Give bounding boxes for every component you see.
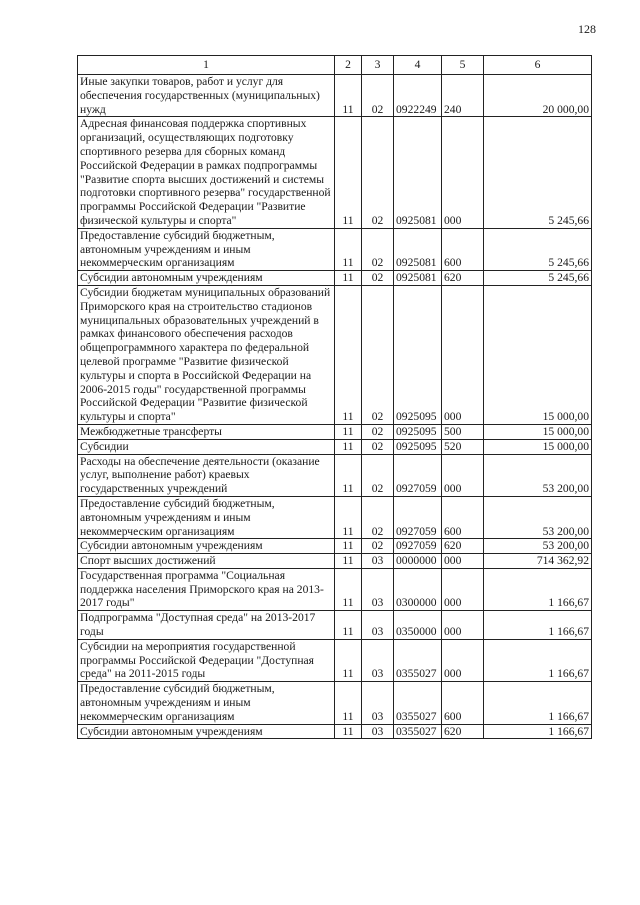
row-name: Предоставление субсидий бюджетным, автономным учреждениям и иным некоммерческим организациям xyxy=(78,496,335,538)
table-header xyxy=(78,56,592,75)
row-subsection: 02 xyxy=(362,439,394,454)
row-expense-type: 000 xyxy=(442,117,484,228)
row-subsection: 02 xyxy=(362,117,394,228)
table-row xyxy=(78,424,592,439)
row-target-article: 0927059 xyxy=(394,496,442,538)
row-target-article: 0300000 xyxy=(394,568,442,610)
row-amount: 5 245,66 xyxy=(484,271,592,286)
row-amount: 15 000,00 xyxy=(484,439,592,454)
row-name: Субсидии автономным учреждениям xyxy=(78,271,335,286)
table-row xyxy=(78,554,592,569)
row-section: 11 xyxy=(335,285,362,424)
row-subsection: 02 xyxy=(362,454,394,496)
row-name: Субсидии автономным учреждениям xyxy=(78,724,335,739)
row-expense-type: 620 xyxy=(442,539,484,554)
row-subsection: 03 xyxy=(362,554,394,569)
row-section: 11 xyxy=(335,539,362,554)
row-amount: 1 166,67 xyxy=(484,568,592,610)
row-expense-type: 000 xyxy=(442,639,484,681)
row-target-article: 0350000 xyxy=(394,611,442,640)
row-subsection: 02 xyxy=(362,75,394,117)
row-expense-type: 600 xyxy=(442,496,484,538)
row-expense-type: 520 xyxy=(442,439,484,454)
row-section: 11 xyxy=(335,439,362,454)
row-section: 11 xyxy=(335,682,362,724)
row-target-article: 0925095 xyxy=(394,285,442,424)
row-section: 11 xyxy=(335,496,362,538)
row-subsection: 03 xyxy=(362,639,394,681)
row-amount: 1 166,67 xyxy=(484,724,592,739)
row-amount: 15 000,00 xyxy=(484,285,592,424)
row-target-article: 0925095 xyxy=(394,439,442,454)
row-name: Субсидии автономным учреждениям xyxy=(78,539,335,554)
header-col-2: 2 xyxy=(335,56,362,75)
table-body xyxy=(78,75,592,739)
header-col-6: 6 xyxy=(484,56,592,75)
row-target-article: 0355027 xyxy=(394,724,442,739)
header-col-4: 4 xyxy=(394,56,442,75)
table-row xyxy=(78,228,592,270)
row-target-article: 0925081 xyxy=(394,228,442,270)
row-section: 11 xyxy=(335,117,362,228)
table-row xyxy=(78,724,592,739)
row-section: 11 xyxy=(335,454,362,496)
table-row xyxy=(78,568,592,610)
table-row xyxy=(78,639,592,681)
row-target-article: 0922249 xyxy=(394,75,442,117)
table-row xyxy=(78,285,592,424)
row-expense-type: 240 xyxy=(442,75,484,117)
row-target-article: 0927059 xyxy=(394,454,442,496)
row-target-article: 0927059 xyxy=(394,539,442,554)
row-target-article: 0925081 xyxy=(394,117,442,228)
row-subsection: 03 xyxy=(362,568,394,610)
budget-table xyxy=(77,55,592,739)
table-row xyxy=(78,682,592,724)
row-section: 11 xyxy=(335,554,362,569)
row-name: Подпрограмма "Доступная среда" на 2013-2017 годы xyxy=(78,611,335,640)
row-name: Предоставление субсидий бюджетным, автономным учреждениям и иным некоммерческим организациям xyxy=(78,682,335,724)
row-amount: 5 245,66 xyxy=(484,228,592,270)
row-amount: 1 166,67 xyxy=(484,639,592,681)
row-expense-type: 000 xyxy=(442,611,484,640)
table-row xyxy=(78,271,592,286)
row-name: Субсидии xyxy=(78,439,335,454)
row-subsection: 02 xyxy=(362,285,394,424)
row-expense-type: 500 xyxy=(442,424,484,439)
row-target-article: 0925095 xyxy=(394,424,442,439)
row-expense-type: 620 xyxy=(442,724,484,739)
row-section: 11 xyxy=(335,724,362,739)
row-subsection: 03 xyxy=(362,682,394,724)
row-amount: 15 000,00 xyxy=(484,424,592,439)
row-section: 11 xyxy=(335,75,362,117)
row-amount: 1 166,67 xyxy=(484,611,592,640)
page-number: 128 xyxy=(578,22,596,36)
header-col-3: 3 xyxy=(362,56,394,75)
table-row xyxy=(78,117,592,228)
row-section: 11 xyxy=(335,228,362,270)
row-section: 11 xyxy=(335,639,362,681)
table-row xyxy=(78,611,592,640)
row-section: 11 xyxy=(335,424,362,439)
row-subsection: 02 xyxy=(362,228,394,270)
row-expense-type: 000 xyxy=(442,554,484,569)
table-row xyxy=(78,454,592,496)
row-name: Субсидии бюджетам муниципальных образований Приморского края на строительство стадионов муниципальных образовательных учреждений в рамках финансового обеспечения расходов общепрограммного характера по федеральной целевой программе "Развитие физической культуры и спорта в Российской Федерации на 2006-2015 годы" государственной программы Российской Федерации "Развитие физической культуры и спорта" xyxy=(78,285,335,424)
header-col-1: 1 xyxy=(78,56,335,75)
row-amount: 714 362,92 xyxy=(484,554,592,569)
table-row xyxy=(78,496,592,538)
row-target-article: 0355027 xyxy=(394,682,442,724)
row-section: 11 xyxy=(335,568,362,610)
header-row xyxy=(78,56,592,75)
row-expense-type: 000 xyxy=(442,454,484,496)
row-name: Предоставление субсидий бюджетным, автономным учреждениям и иным некоммерческим организациям xyxy=(78,228,335,270)
row-section: 11 xyxy=(335,271,362,286)
row-expense-type: 000 xyxy=(442,568,484,610)
row-name: Расходы на обеспечение деятельности (оказание услуг, выполнение работ) краевых государственных учреждений xyxy=(78,454,335,496)
row-amount: 53 200,00 xyxy=(484,454,592,496)
table-row xyxy=(78,539,592,554)
row-name: Субсидии на мероприятия государственной программы Российской Федерации "Доступная среда" на 2011-2015 годы xyxy=(78,639,335,681)
row-expense-type: 600 xyxy=(442,682,484,724)
row-name: Государственная программа "Социальная поддержка населения Приморского края на 2013-2017 годы" xyxy=(78,568,335,610)
row-subsection: 03 xyxy=(362,611,394,640)
row-target-article: 0925081 xyxy=(394,271,442,286)
row-name: Спорт высших достижений xyxy=(78,554,335,569)
row-amount: 20 000,00 xyxy=(484,75,592,117)
table-row xyxy=(78,75,592,117)
row-subsection: 02 xyxy=(362,496,394,538)
row-name: Адресная финансовая поддержка спортивных организаций, осуществляющих подготовку спортивного резерва для сборных команд Российской Федерации в рамках подпрограммы "Развитие спорта высших достижений и системы подготовки спортивного резерва" государственной программы Российской Федерации "Развитие физической культуры и спорта" xyxy=(78,117,335,228)
row-name: Межбюджетные трансферты xyxy=(78,424,335,439)
row-expense-type: 620 xyxy=(442,271,484,286)
row-amount: 1 166,67 xyxy=(484,682,592,724)
row-amount: 53 200,00 xyxy=(484,496,592,538)
row-section: 11 xyxy=(335,611,362,640)
row-expense-type: 000 xyxy=(442,285,484,424)
row-subsection: 02 xyxy=(362,424,394,439)
row-amount: 53 200,00 xyxy=(484,539,592,554)
row-expense-type: 600 xyxy=(442,228,484,270)
table-row xyxy=(78,439,592,454)
row-subsection: 02 xyxy=(362,271,394,286)
header-col-5: 5 xyxy=(442,56,484,75)
row-subsection: 02 xyxy=(362,539,394,554)
row-amount: 5 245,66 xyxy=(484,117,592,228)
row-name: Иные закупки товаров, работ и услуг для обеспечения государственных (муниципальных) нужд xyxy=(78,75,335,117)
row-subsection: 03 xyxy=(362,724,394,739)
row-target-article: 0000000 xyxy=(394,554,442,569)
row-target-article: 0355027 xyxy=(394,639,442,681)
